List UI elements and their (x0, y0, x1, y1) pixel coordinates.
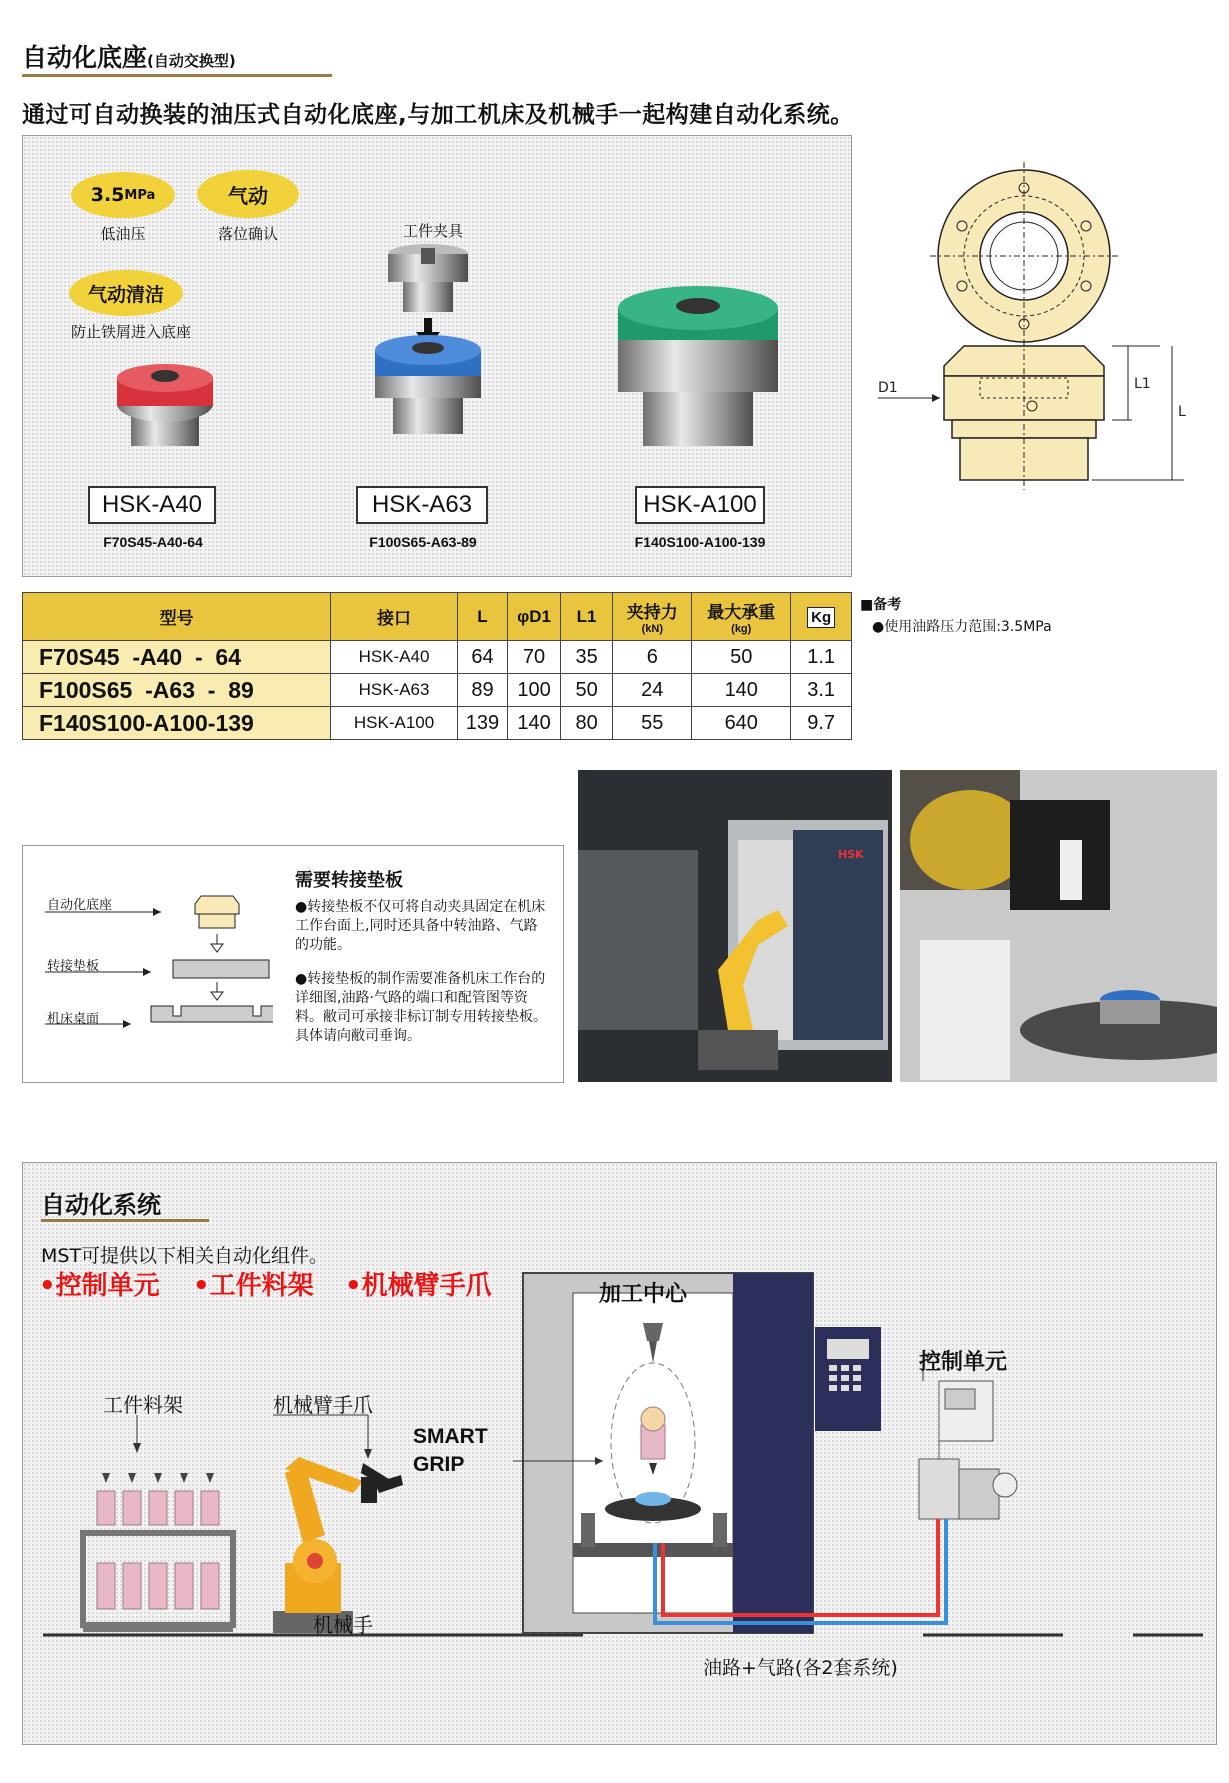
top-view (930, 162, 1118, 350)
model-label-a63: HSK-A63 (356, 486, 488, 524)
dim-l1: L1 (1134, 376, 1151, 392)
model-label-a40: HSK-A40 (88, 486, 216, 524)
label-gripper: 机械臂手爪 (273, 1393, 373, 1417)
table-row: F140S100-A100-139 HSK-A100 139 140 80 55 640 9.7 (23, 707, 852, 740)
feature-caption: 低油压 (100, 225, 146, 243)
col-interface: 接口 (331, 593, 457, 641)
page-title: 自动化底座(自动交换型) (22, 43, 236, 72)
col-clamp: 夹持力 (kN) (613, 593, 692, 641)
automation-panel (22, 1162, 1217, 1745)
feature-badge-air: 气动 (197, 170, 299, 218)
feature-badge-pressure: 3.5 MPa (71, 172, 175, 218)
automation-title: 自动化系统 (41, 1191, 161, 1219)
model-code-a100: F140S100-A100-139 (634, 534, 766, 550)
automation-intro: MST可提供以下相关自动化组件。 (41, 1245, 329, 1267)
adapter-diagram (43, 882, 273, 1052)
label-table: 机床桌面 (47, 1012, 100, 1027)
col-l: L (457, 593, 508, 641)
label-machining-center: 加工中心 (599, 1282, 688, 1307)
spec-table (22, 592, 852, 740)
adapter-bullet: ●转接垫板的制作需要准备机床工作台的详细图,油路·气路的端口和配管图等资料。敝司可承接非标订制专用转接垫板。具体请向敝司垂询。 (295, 971, 547, 1044)
photo-sign: HSK (838, 848, 864, 861)
col-load: 最大承重 (kg) (692, 593, 791, 641)
label-plate: 转接垫板 (47, 959, 100, 974)
machining-center-image (523, 1273, 813, 1633)
label-robot: 机械手 (313, 1613, 373, 1637)
label-base: 自动化底座 (47, 898, 113, 913)
remarks-item: ●使用油路压力范围:3.5MPa (872, 619, 1052, 635)
robot-arm-image (273, 1457, 403, 1633)
control-unit-image (919, 1381, 1017, 1519)
label-grip: GRIP (413, 1453, 465, 1476)
side-view (878, 340, 1184, 490)
photo-robot-cell (578, 770, 892, 1082)
model-code-a63: F100S65-A63-89 (369, 534, 477, 550)
table-row: F70S45 -A40 - 64 HSK-A40 64 70 35 6 50 1.1 (23, 641, 852, 674)
adapter-bullet: ●转接垫板不仅可将自动夹具固定在机床工作台面上,同时还具备中转油路、气路的功能。 (295, 899, 546, 953)
col-weight: Kg (791, 593, 852, 641)
table-row: F100S65 -A63 - 89 HSK-A63 89 100 50 24 140 3.1 (23, 674, 852, 707)
dim-d1: D1 (878, 380, 898, 396)
page-subtitle: 通过可自动换装的油压式自动化底座,与加工机床及机械手一起构建自动化系统。 (22, 102, 854, 128)
base-a100-image (618, 286, 778, 446)
item-control-unit: •控制单元 (39, 1271, 160, 1301)
model-label-a100: HSK-A100 (635, 486, 765, 524)
label-work-rack: 工件料架 (103, 1393, 183, 1417)
label-control-unit: 控制单元 (919, 1350, 1008, 1375)
label-lines: 油路+气路(各2套系统) (703, 1657, 898, 1679)
feature-caption: 落位确认 (217, 225, 278, 243)
remarks-title: ■备考 (860, 597, 902, 613)
fixture-label: 工件夹具 (402, 222, 463, 240)
label-smart: SMART (413, 1425, 488, 1448)
automation-diagram (23, 1163, 1218, 1746)
base-a40-image (117, 364, 213, 446)
control-pendant-image (815, 1327, 881, 1431)
item-gripper: •机械臂手爪 (345, 1271, 492, 1301)
technical-drawing (860, 160, 1220, 560)
base-a63-image (375, 335, 481, 434)
feature-badge-clean: 气动清洁 (69, 270, 183, 316)
adapter-title: 需要转接垫板 (295, 870, 403, 891)
feature-caption: 防止铁屑进入底座 (70, 323, 191, 341)
adapter-note (22, 845, 564, 1083)
page-title-note: (自动交换型) (147, 52, 236, 70)
model-code-a40: F70S45-A40-64 (103, 534, 203, 550)
photo-gripper (900, 770, 1217, 1082)
title-underline (22, 74, 332, 77)
fixture-image (388, 244, 468, 312)
item-work-rack: •工件料架 (193, 1271, 314, 1301)
product-panel (22, 135, 852, 577)
col-d1: φD1 (508, 593, 561, 641)
col-model: 型号 (23, 593, 331, 641)
dim-l: L (1178, 404, 1186, 420)
work-rack-image (83, 1473, 233, 1629)
col-l1: L1 (560, 593, 613, 641)
